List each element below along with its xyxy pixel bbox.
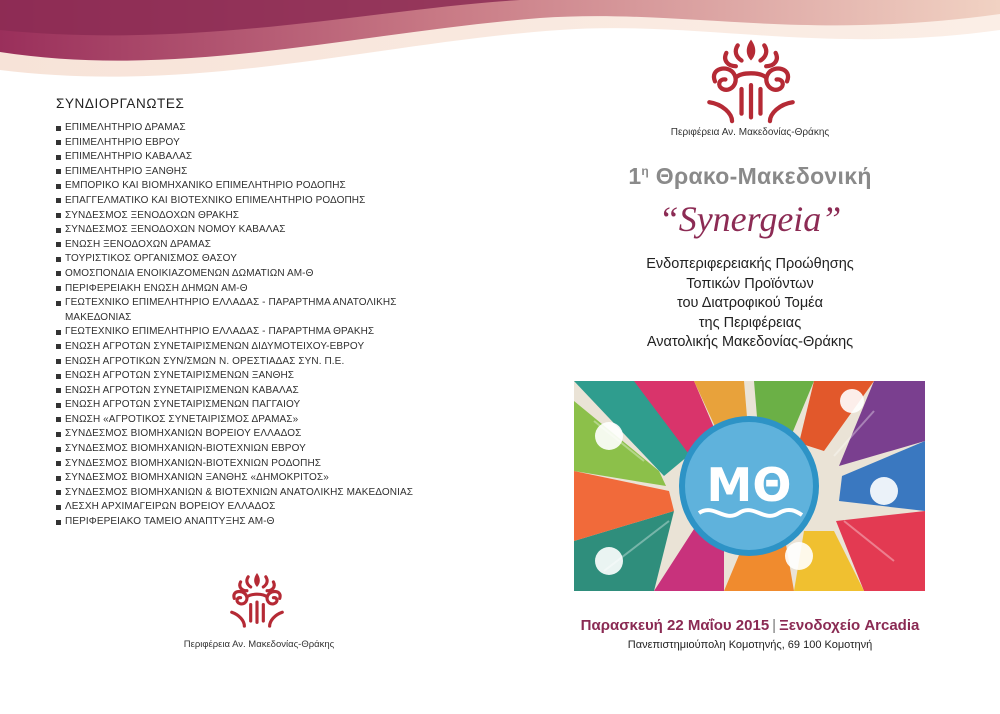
list-item: ΠΕΡΙΦΕΡΕΙΑΚΟ ΤΑΜΕΙΟ ΑΝΑΠΤΥΞΗΣ ΑΜ-Θ	[56, 515, 426, 530]
list-item: ΟΜΟΣΠΟΝΔΙΑ ΕΝΟΙΚΙΑΖΟΜΕΝΩΝ ΔΩΜΑΤΙΩΝ ΑΜ-Θ	[56, 267, 426, 282]
list-item: ΠΕΡΙΦΕΡΕΙΑΚΗ ΕΝΩΣΗ ΔΗΜΩΝ ΑΜ-Θ	[56, 282, 426, 297]
event-edition-number: 1	[628, 163, 642, 189]
venue-address: Πανεπιστημιούπολη Κομοτηνής, 69 100 Κομοτηνή	[627, 639, 873, 651]
list-item: ΣΥΝΔΕΣΜΟΣ ΒΙΟΜΗΧΑΝΙΩΝ & ΒΙΟΤΕΧΝΙΩΝ ΑΝΑΤΟΛΙΚΗΣ ΜΑΚΕΔΟΝΙΑΣ	[56, 486, 426, 501]
list-item: ΓΕΩΤΕΧΝΙΚΟ ΕΠΙΜΕΛΗΤΗΡΙΟ ΕΛΛΑΔΑΣ - ΠΑΡΑΡΤΗΜΑ ΑΝΑΤΟΛΙΚΗΣ ΜΑΚΕΔΟΝΙΑΣ	[56, 296, 426, 325]
list-item: ΤΟΥΡΙΣΤΙΚΟΣ ΟΡΓΑΝΙΣΜΟΣ ΘΑΣΟΥ	[56, 252, 426, 267]
list-item: ΓΕΩΤΕΧΝΙΚΟ ΕΠΙΜΕΛΗΤΗΡΙΟ ΕΛΛΑΔΑΣ - ΠΑΡΑΡΤΗΜΑ ΘΡΑΚΗΣ	[56, 325, 426, 340]
co-organizers-heading: ΣΥΝΔΙΟΡΓΑΝΩΤΕΣ	[56, 96, 185, 111]
list-item: ΕΝΩΣΗ ΑΓΡΟΤΩΝ ΣΥΝΕΤΑΙΡΙΣΜΕΝΩΝ ΠΑΓΓΑΙΟΥ	[56, 398, 426, 413]
region-emblem-icon	[225, 568, 289, 628]
list-item: ΣΥΝΔΕΣΜΟΣ ΒΙΟΜΗΧΑΝΙΩΝ-ΒΙΟΤΕΧΝΙΩΝ ΕΒΡΟΥ	[56, 442, 426, 457]
hands-artwork-image	[574, 381, 925, 591]
co-organizers-list	[56, 121, 426, 530]
list-item: ΣΥΝΔΕΣΜΟΣ ΒΙΟΜΗΧΑΝΙΩΝ ΒΟΡΕΙΟΥ ΕΛΛΑΔΟΣ	[56, 427, 426, 442]
event-venue: Ξενοδοχείο Arcadia	[779, 617, 920, 634]
region-caption-right: Περιφέρεια Αν. Μακεδονίας-Θράκης	[670, 127, 830, 138]
event-edition-suffix: η	[641, 164, 650, 178]
list-item: ΣΥΝΔΕΣΜΟΣ ΞΕΝΟΔΟΧΩΝ ΘΡΑΚΗΣ	[56, 209, 426, 224]
list-item: ΕΠΙΜΕΛΗΤΗΡΙΟ ΔΡΑΜΑΣ	[56, 121, 426, 136]
list-item: ΕΠΙΜΕΛΗΤΗΡΙΟ ΕΒΡΟΥ	[56, 136, 426, 151]
artwork-logo-text: ΜΘ	[706, 458, 792, 512]
event-title-text: Θρακο-Μακεδονική	[655, 163, 872, 189]
event-date: Παρασκευή 22 Μαΐου 2015	[580, 617, 770, 634]
list-item: ΣΥΝΔΕΣΜΟΣ ΞΕΝΟΔΟΧΩΝ ΝΟΜΟΥ ΚΑΒΑΛΑΣ	[56, 223, 426, 238]
event-name: “Synergeia”	[658, 199, 842, 239]
date-venue-separator: |	[772, 617, 777, 634]
list-item: ΣΥΝΔΕΣΜΟΣ ΒΙΟΜΗΧΑΝΙΩΝ-ΒΙΟΤΕΧΝΙΩΝ ΡΟΔΟΠΗΣ	[56, 457, 426, 472]
event-date-venue	[560, 617, 940, 634]
list-item: ΕΝΩΣΗ ΑΓΡΟΤΩΝ ΣΥΝΕΤΑΙΡΙΣΜΕΝΩΝ ΞΑΝΘΗΣ	[56, 369, 426, 384]
list-item: ΕΠΙΜΕΛΗΤΗΡΙΟ ΞΑΝΘΗΣ	[56, 165, 426, 180]
list-item: ΕΝΩΣΗ ΑΓΡΟΤΩΝ ΣΥΝΕΤΑΙΡΙΣΜΕΝΩΝ ΔΙΔΥΜΟΤΕΙΧΟΥ-ΕΒΡΟΥ	[56, 340, 426, 355]
list-item: ΕΠΙΜΕΛΗΤΗΡΙΟ ΚΑΒΑΛΑΣ	[56, 150, 426, 165]
description-line: Τοπικών Προϊόντων	[686, 275, 814, 292]
list-item: ΕΝΩΣΗ ΑΓΡΟΤΙΚΩΝ ΣΥΝ/ΣΜΩΝ Ν. ΟΡΕΣΤΙΑΔΑΣ ΣΥΝ. Π.Ε.	[56, 355, 426, 370]
co-organizers-panel	[56, 96, 426, 530]
list-item: ΕΠΑΓΓΕΛΜΑΤΙΚΟ ΚΑΙ ΒΙΟΤΕΧΝΙΚΟ ΕΠΙΜΕΛΗΤΗΡΙΟ ΡΟΔΟΠΗΣ	[56, 194, 426, 209]
description-line: του Διατροφικού Τομέα	[676, 295, 824, 311]
list-item: ΕΝΩΣΗ ΑΓΡΟΤΩΝ ΣΥΝΕΤΑΙΡΙΣΜΕΝΩΝ ΚΑΒΑΛΑΣ	[56, 384, 426, 399]
description-line: Ανατολικής Μακεδονίας-Θράκης	[646, 334, 854, 350]
list-item: ΕΝΩΣΗ «ΑΓΡΟΤΙΚΟΣ ΣΥΝΕΤΑΙΡΙΣΜΟΣ ΔΡΑΜΑΣ»	[56, 413, 426, 428]
region-caption-left: Περιφέρεια Αν. Μακεδονίας-Θράκης	[183, 639, 335, 650]
list-item: ΛΕΣΧΗ ΑΡΧΙΜΑΓΕΙΡΩΝ ΒΟΡΕΙΟΥ ΕΛΛΑΔΟΣ	[56, 500, 426, 515]
event-description	[580, 255, 920, 353]
list-item: ΕΝΩΣΗ ΞΕΝΟΔΟΧΩΝ ΔΡΑΜΑΣ	[56, 238, 426, 253]
description-line: Ενδοπεριφερειακής Προώθησης	[646, 256, 854, 272]
description-line: της Περιφέρειας	[698, 314, 802, 331]
event-title	[560, 163, 940, 190]
region-emblem-icon	[697, 34, 805, 124]
list-item: ΕΜΠΟΡΙΚΟ ΚΑΙ ΒΙΟΜΗΧΑΝΙΚΟ ΕΠΙΜΕΛΗΤΗΡΙΟ ΡΟΔΟΠΗΣ	[56, 179, 426, 194]
list-item: ΣΥΝΔΕΣΜΟΣ ΒΙΟΜΗΧΑΝΙΩΝ ΞΑΝΘΗΣ «ΔΗΜΟΚΡΙΤΟΣ»	[56, 471, 426, 486]
